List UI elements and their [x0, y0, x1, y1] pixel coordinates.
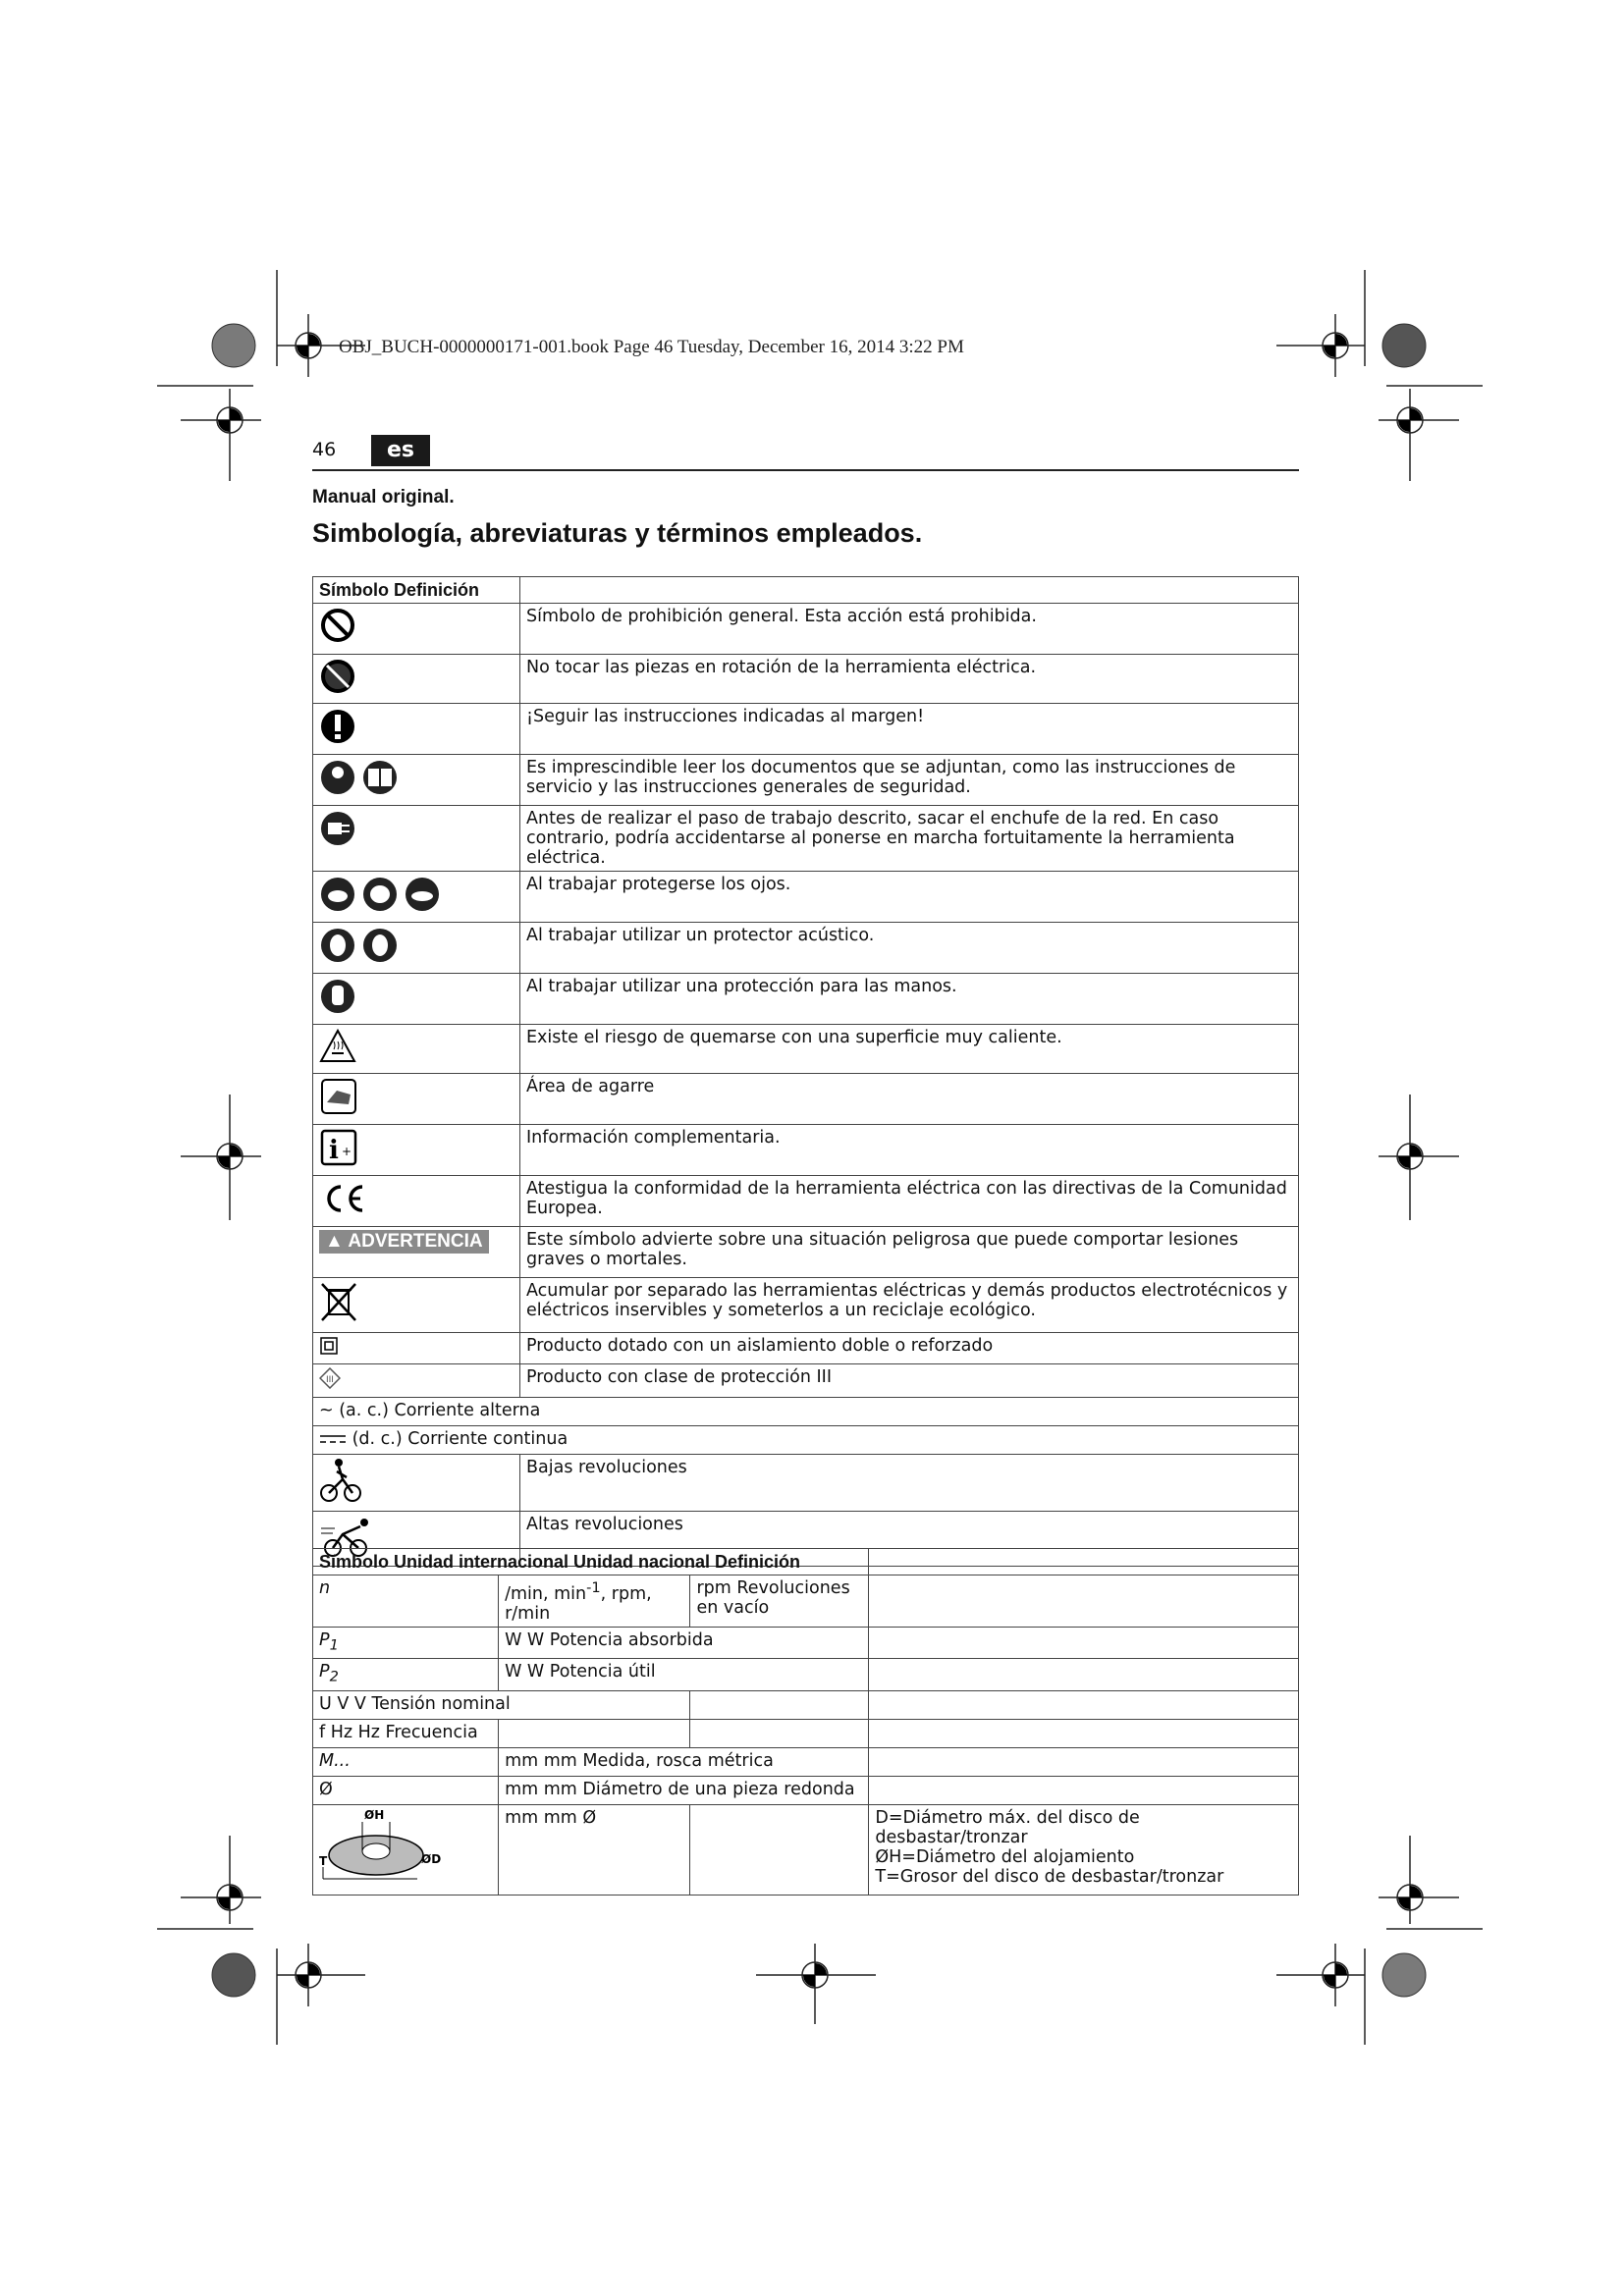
hand-protection-icon — [319, 977, 358, 1016]
hot-surface-icon — [319, 1028, 358, 1065]
definition-cell: Existe el riesgo de quemarse con una superficie muy caliente. — [520, 1025, 1299, 1074]
national-unit-cell: rpm Revoluciones en vacío — [690, 1575, 869, 1628]
eye-protection-icon — [319, 875, 447, 914]
read-manual-icon — [319, 758, 402, 797]
language-badge: es — [371, 435, 430, 466]
definition-cell: Este símbolo advierte sobre una situación peligrosa que puede comportar lesiones graves o mortales. — [520, 1227, 1299, 1278]
disc-dimension-figure — [319, 1808, 447, 1887]
definition-cell: Acumular por separado las herramientas eléctricas y demás productos electrotécnicos y eléctricos inservibles y someterlos a un reciclaje ecológico. — [520, 1278, 1299, 1333]
exclamation-icon — [319, 707, 356, 746]
table-row — [313, 1776, 1299, 1804]
intl-unit-cell: W W Potencia absorbida — [499, 1627, 869, 1659]
svg-text:III: III — [326, 1375, 334, 1385]
unplug-icon — [319, 809, 356, 848]
intl-unit-cell: W W Potencia útil — [499, 1659, 869, 1691]
info-icon — [319, 1128, 358, 1167]
table-row — [313, 577, 1299, 604]
definition-cell: Es imprescindible leer los documentos que se adjuntan, como las instrucciones de servicio y las instrucciones generales de seguridad. — [520, 755, 1299, 806]
intl-unit-cell: mm mm Medida, rosca métrica — [499, 1747, 869, 1776]
table-row — [313, 806, 1299, 872]
definition-cell: Atestigua la conformidad de la herramienta eléctrica con las directivas de la Comunidad Europea. — [520, 1176, 1299, 1227]
definition-cell: ¡Seguir las instrucciones indicadas al margen! — [520, 704, 1299, 755]
table-row — [313, 655, 1299, 704]
fig-label-h: ØH — [364, 1807, 385, 1822]
ac-row: ~ (a. c.) Corriente alterna — [313, 1398, 1299, 1426]
table-header: Símbolo Unidad internacional Unidad nacional Definición — [313, 1549, 869, 1575]
table-row — [313, 1333, 1299, 1364]
ce-mark-icon — [319, 1179, 368, 1218]
table-row — [313, 1125, 1299, 1176]
definition-cell: Bajas revoluciones — [520, 1455, 1299, 1512]
fig-label-d: ØD — [421, 1851, 442, 1866]
definition-cell: Al trabajar utilizar una protección para las manos. — [520, 974, 1299, 1025]
intl-unit-cell: mm mm Diámetro de una pieza redonda — [499, 1776, 869, 1804]
table-row — [313, 1398, 1299, 1426]
table-row — [313, 1455, 1299, 1512]
symbol-cell: f Hz Hz Frecuencia — [313, 1719, 499, 1747]
table-row — [313, 872, 1299, 923]
table-row — [313, 974, 1299, 1025]
fig-label-t: T — [319, 1853, 328, 1868]
symbol-cell: $P_2$ — [313, 1659, 499, 1691]
intl-unit-cell: /min, $\min^{-1}$, rpm, r/min — [499, 1575, 690, 1628]
svg-text:+: + — [342, 1145, 352, 1158]
definition-cell: D=Diámetro máx. del disco de desbastar/tronzar ØH=Diámetro del alojamiento T=Grosor del disco de desbastar/tronzar — [869, 1804, 1299, 1895]
table-row — [313, 1549, 1299, 1575]
ear-protection-icon — [319, 926, 404, 965]
definition-cell: Producto dotado con un aislamiento doble o reforzado — [520, 1333, 1299, 1364]
grip-area-icon — [319, 1077, 358, 1116]
subheading: Manual original. — [312, 487, 455, 507]
symbol-cell: U V V Tensión nominal — [313, 1690, 690, 1719]
table-row — [313, 1690, 1299, 1719]
definition-cell: Producto con clase de protección III — [520, 1364, 1299, 1398]
table-row — [313, 1804, 1299, 1895]
table-row — [313, 1659, 1299, 1691]
page-number: 46 — [312, 439, 337, 460]
header-rule — [312, 469, 1299, 471]
table-row — [313, 1719, 1299, 1747]
table-row — [313, 1025, 1299, 1074]
prohibition-icon — [319, 607, 356, 644]
symbol-cell: Ø — [313, 1776, 499, 1804]
no-touch-rotating-icon — [319, 658, 356, 695]
definition-cell: Al trabajar utilizar un protector acústico. — [520, 923, 1299, 974]
table-row — [313, 755, 1299, 806]
table-row — [313, 1627, 1299, 1659]
print-header: OBJ_BUCH-0000000171-001.book Page 46 Tuesday, December 16, 2014 3:22 PM — [339, 337, 964, 357]
table-row — [313, 604, 1299, 655]
definition-cell: Altas revoluciones — [520, 1512, 1299, 1567]
table-row — [313, 923, 1299, 974]
table-row — [313, 1426, 1299, 1455]
low-speed-cyclist-icon — [319, 1458, 362, 1503]
definition-cell: No tocar las piezas en rotación de la herramienta eléctrica. — [520, 655, 1299, 704]
definition-cell: Al trabajar protegerse los ojos. — [520, 872, 1299, 923]
intl-unit-cell: mm mm Ø — [499, 1804, 690, 1895]
symbol-cell: n — [313, 1575, 499, 1628]
warning-label: ▲ ADVERTENCIA — [319, 1230, 489, 1254]
definition-cell: Área de agarre — [520, 1074, 1299, 1125]
class-iii-icon — [319, 1367, 341, 1389]
units-table — [312, 1548, 1299, 1896]
table-header: Símbolo Definición — [313, 577, 520, 604]
table-row — [313, 1278, 1299, 1333]
table-row — [313, 1575, 1299, 1628]
symbol-table — [312, 576, 1299, 1567]
dc-row: (d. c.) Corriente continua — [352, 1429, 568, 1449]
table-row — [313, 1364, 1299, 1398]
weee-bin-icon — [319, 1281, 358, 1324]
symbol-cell: M... — [313, 1747, 499, 1776]
svg-text:i: i — [329, 1136, 339, 1165]
page-title: Simbología, abreviaturas y términos empleados. — [312, 518, 923, 548]
double-insulation-icon — [319, 1336, 339, 1356]
table-row — [313, 1747, 1299, 1776]
definition-cell: Información complementaria. — [520, 1125, 1299, 1176]
definition-cell: Símbolo de prohibición general. Esta acción está prohibida. — [520, 604, 1299, 655]
table-row — [313, 1074, 1299, 1125]
table-row — [313, 1176, 1299, 1227]
symbol-cell: $P_1$ — [313, 1627, 499, 1659]
definition-cell: Antes de realizar el paso de trabajo descrito, sacar el enchufe de la red. En caso contrario, podría accidentarse al ponerse en marcha fortuitamente la herramienta eléctrica. — [520, 806, 1299, 872]
dc-symbol-icon — [319, 1433, 347, 1445]
table-row — [313, 1227, 1299, 1278]
table-row — [313, 704, 1299, 755]
